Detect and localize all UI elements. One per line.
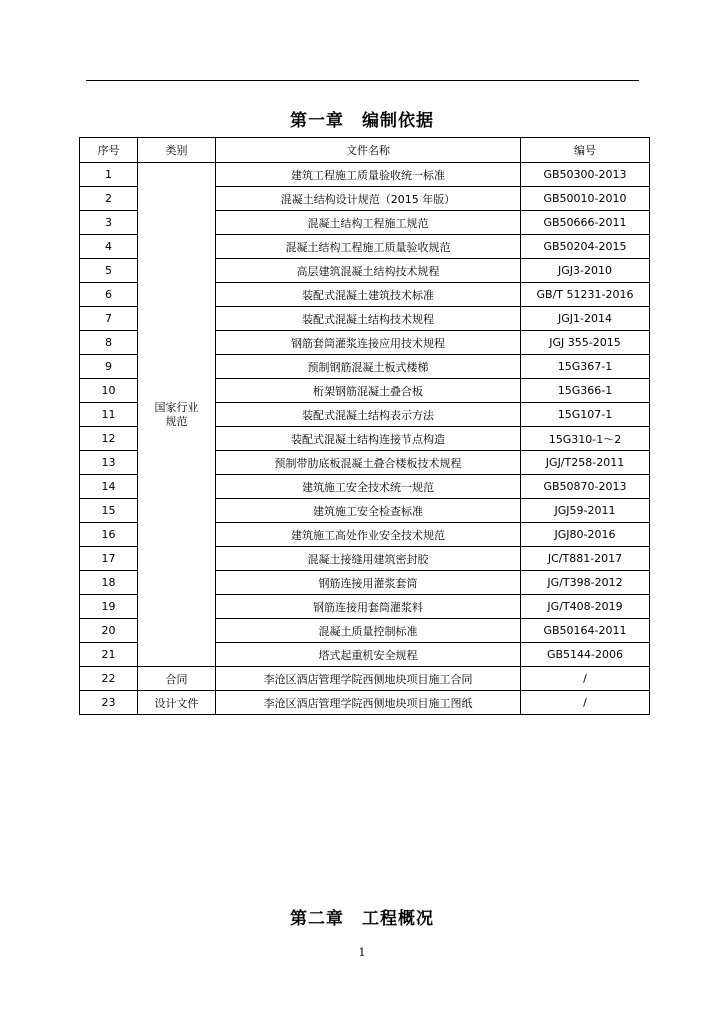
row-no: 15 xyxy=(80,499,138,523)
chapter-1-title: 第一章 编制依据 xyxy=(290,111,434,131)
row-code: GB50300-2013 xyxy=(521,163,650,187)
category-industry-label: 国家行业 规范 xyxy=(154,400,199,428)
page-number: 1 xyxy=(358,946,366,959)
header-no: 序号 xyxy=(80,138,138,163)
chapter-2-title: 第二章 工程概况 xyxy=(290,909,434,929)
row-code: GB5144-2006 xyxy=(521,643,650,667)
header-rule xyxy=(86,80,639,81)
row-name: 李沧区酒店管理学院西侧地块项目施工合同 xyxy=(216,667,521,691)
row-name: 建筑施工安全检查标准 xyxy=(216,499,521,523)
row-no: 16 xyxy=(80,523,138,547)
row-name: 建筑工程施工质量验收统一标准 xyxy=(216,163,521,187)
header-code: 编号 xyxy=(521,138,650,163)
row-name: 钢筋连接用套筒灌浆料 xyxy=(216,595,521,619)
row-code: GB50164-2011 xyxy=(521,619,650,643)
row-name: 塔式起重机安全规程 xyxy=(216,643,521,667)
row-name: 装配式混凝土结构表示方法 xyxy=(216,403,521,427)
row-name: 混凝土结构工程施工规范 xyxy=(216,211,521,235)
row-no: 22 xyxy=(80,667,138,691)
row-name: 预制钢筋混凝土板式楼梯 xyxy=(216,355,521,379)
row-name: 混凝土接缝用建筑密封胶 xyxy=(216,547,521,571)
basis-table xyxy=(79,137,650,715)
table-row xyxy=(80,667,650,691)
row-no: 14 xyxy=(80,475,138,499)
row-name: 混凝土结构工程施工质量验收规范 xyxy=(216,235,521,259)
row-code: GB50666-2011 xyxy=(521,211,650,235)
row-no: 3 xyxy=(80,211,138,235)
row-name: 预制带肋底板混凝土叠合楼板技术规程 xyxy=(216,451,521,475)
row-no: 17 xyxy=(80,547,138,571)
row-no: 8 xyxy=(80,331,138,355)
row-name: 装配式混凝土结构技术规程 xyxy=(216,307,521,331)
row-no: 18 xyxy=(80,571,138,595)
row-code: / xyxy=(521,691,650,715)
row-no: 20 xyxy=(80,619,138,643)
row-code: GB50870-2013 xyxy=(521,475,650,499)
row-name: 混凝土结构设计规范（2015 年版） xyxy=(216,187,521,211)
row-code: JGJ80-2016 xyxy=(521,523,650,547)
row-no: 2 xyxy=(80,187,138,211)
row-no: 7 xyxy=(80,307,138,331)
row-no: 21 xyxy=(80,643,138,667)
category-contract-cell: 合同 xyxy=(138,667,216,691)
row-code: JGJ3-2010 xyxy=(521,259,650,283)
header-category: 类别 xyxy=(138,138,216,163)
row-name: 李沧区酒店管理学院西侧地块项目施工图纸 xyxy=(216,691,521,715)
row-code: GB50204-2015 xyxy=(521,235,650,259)
row-code: 15G310-1～2 xyxy=(521,427,650,451)
table-row xyxy=(80,163,650,187)
row-no: 9 xyxy=(80,355,138,379)
row-code: JGJ 355-2015 xyxy=(521,331,650,355)
row-code: / xyxy=(521,667,650,691)
row-code: JG/T398-2012 xyxy=(521,571,650,595)
row-name: 建筑施工安全技术统一规范 xyxy=(216,475,521,499)
row-no: 11 xyxy=(80,403,138,427)
row-no: 5 xyxy=(80,259,138,283)
category-design-cell: 设计文件 xyxy=(138,691,216,715)
row-no: 6 xyxy=(80,283,138,307)
row-code: JGJ1-2014 xyxy=(521,307,650,331)
row-code: 15G366-1 xyxy=(521,379,650,403)
row-code: JGJ59-2011 xyxy=(521,499,650,523)
row-code: 15G107-1 xyxy=(521,403,650,427)
row-no: 13 xyxy=(80,451,138,475)
row-code: GB/T 51231-2016 xyxy=(521,283,650,307)
row-name: 装配式混凝土建筑技术标准 xyxy=(216,283,521,307)
row-name: 高层建筑混凝土结构技术规程 xyxy=(216,259,521,283)
row-no: 19 xyxy=(80,595,138,619)
row-no: 12 xyxy=(80,427,138,451)
row-name: 钢筋套筒灌浆连接应用技术规程 xyxy=(216,331,521,355)
row-code: JC/T881-2017 xyxy=(521,547,650,571)
table-row xyxy=(80,691,650,715)
row-name: 装配式混凝土结构连接节点构造 xyxy=(216,427,521,451)
row-no: 10 xyxy=(80,379,138,403)
row-no: 23 xyxy=(80,691,138,715)
table-header-row xyxy=(80,138,650,163)
row-code: 15G367-1 xyxy=(521,355,650,379)
row-name: 混凝土质量控制标准 xyxy=(216,619,521,643)
row-no: 1 xyxy=(80,163,138,187)
row-name: 建筑施工高处作业安全技术规范 xyxy=(216,523,521,547)
row-no: 4 xyxy=(80,235,138,259)
row-code: JGJ/T258-2011 xyxy=(521,451,650,475)
row-name: 桁架钢筋混凝土叠合板 xyxy=(216,379,521,403)
row-name: 钢筋连接用灌浆套筒 xyxy=(216,571,521,595)
row-code: JG/T408-2019 xyxy=(521,595,650,619)
row-code: GB50010-2010 xyxy=(521,187,650,211)
header-name: 文件名称 xyxy=(216,138,521,163)
category-industry-cell xyxy=(138,163,216,667)
